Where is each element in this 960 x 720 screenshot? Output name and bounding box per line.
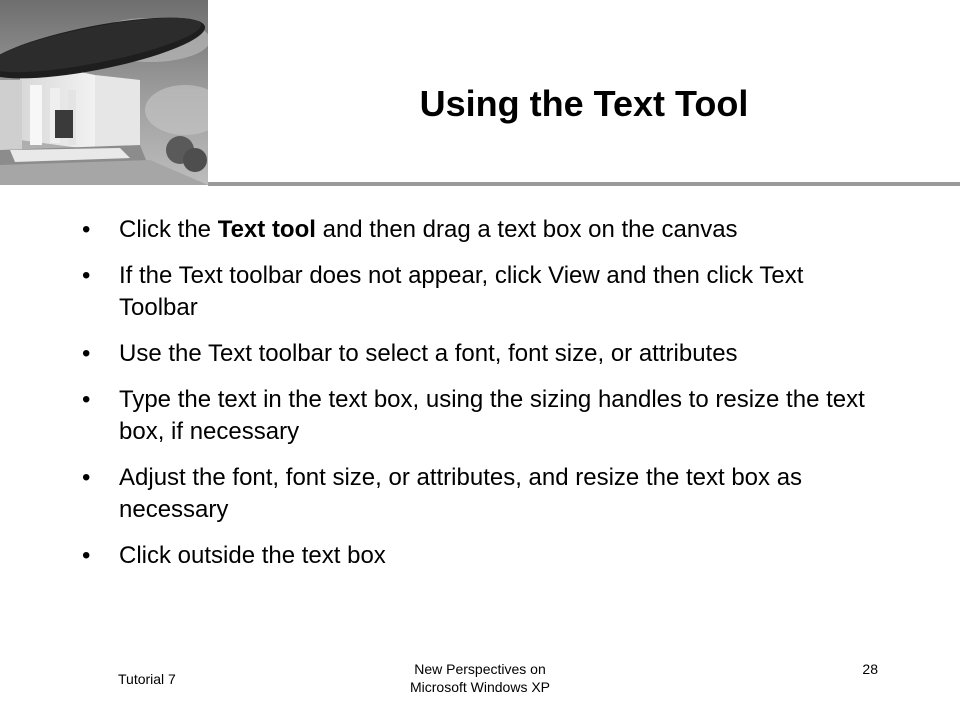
header-divider [208,182,960,186]
bullet-item [78,462,878,526]
bullet-item [78,540,878,572]
bullet-text: Click the [119,216,218,243]
bullet-text: Adjust the font, font size, or attributes, and resize the text box as necessary [119,464,803,523]
bullet-item [78,384,878,448]
footer-course-title [380,660,580,696]
footer-tutorial-label: Tutorial 7 [118,671,176,687]
header-photo [0,0,208,185]
bullet-emphasis: Text tool [217,216,316,243]
bullet-marker: • [82,386,91,413]
bullet-marker: • [82,340,91,367]
bullet-text: If the Text toolbar does not appear, click View and then click Text Toolbar [119,262,804,321]
bullet-text: Type the text in the text box, using the sizing handles to resize the text box, if necessary [119,386,865,445]
bullet-item [78,338,878,370]
bullet-marker: • [82,262,91,289]
slide-title: Using the Text Tool [419,83,749,124]
bullet-item [78,260,878,324]
footer-course-line1: New Perspectives on [414,661,546,677]
page-number: 28 [862,661,878,677]
bullet-text: Use the Text toolbar to select a font, font size, or attributes [119,340,738,367]
bullet-text: and then drag a text box on the canvas [315,216,738,243]
bullet-list [78,214,878,586]
bullet-marker: • [82,216,91,243]
bullet-text: Click outside the text box [119,542,386,569]
bullet-marker: • [82,542,91,569]
footer-course-line2: Microsoft Windows XP [409,679,551,695]
bullet-marker: • [82,464,91,491]
bullet-item [78,214,878,246]
